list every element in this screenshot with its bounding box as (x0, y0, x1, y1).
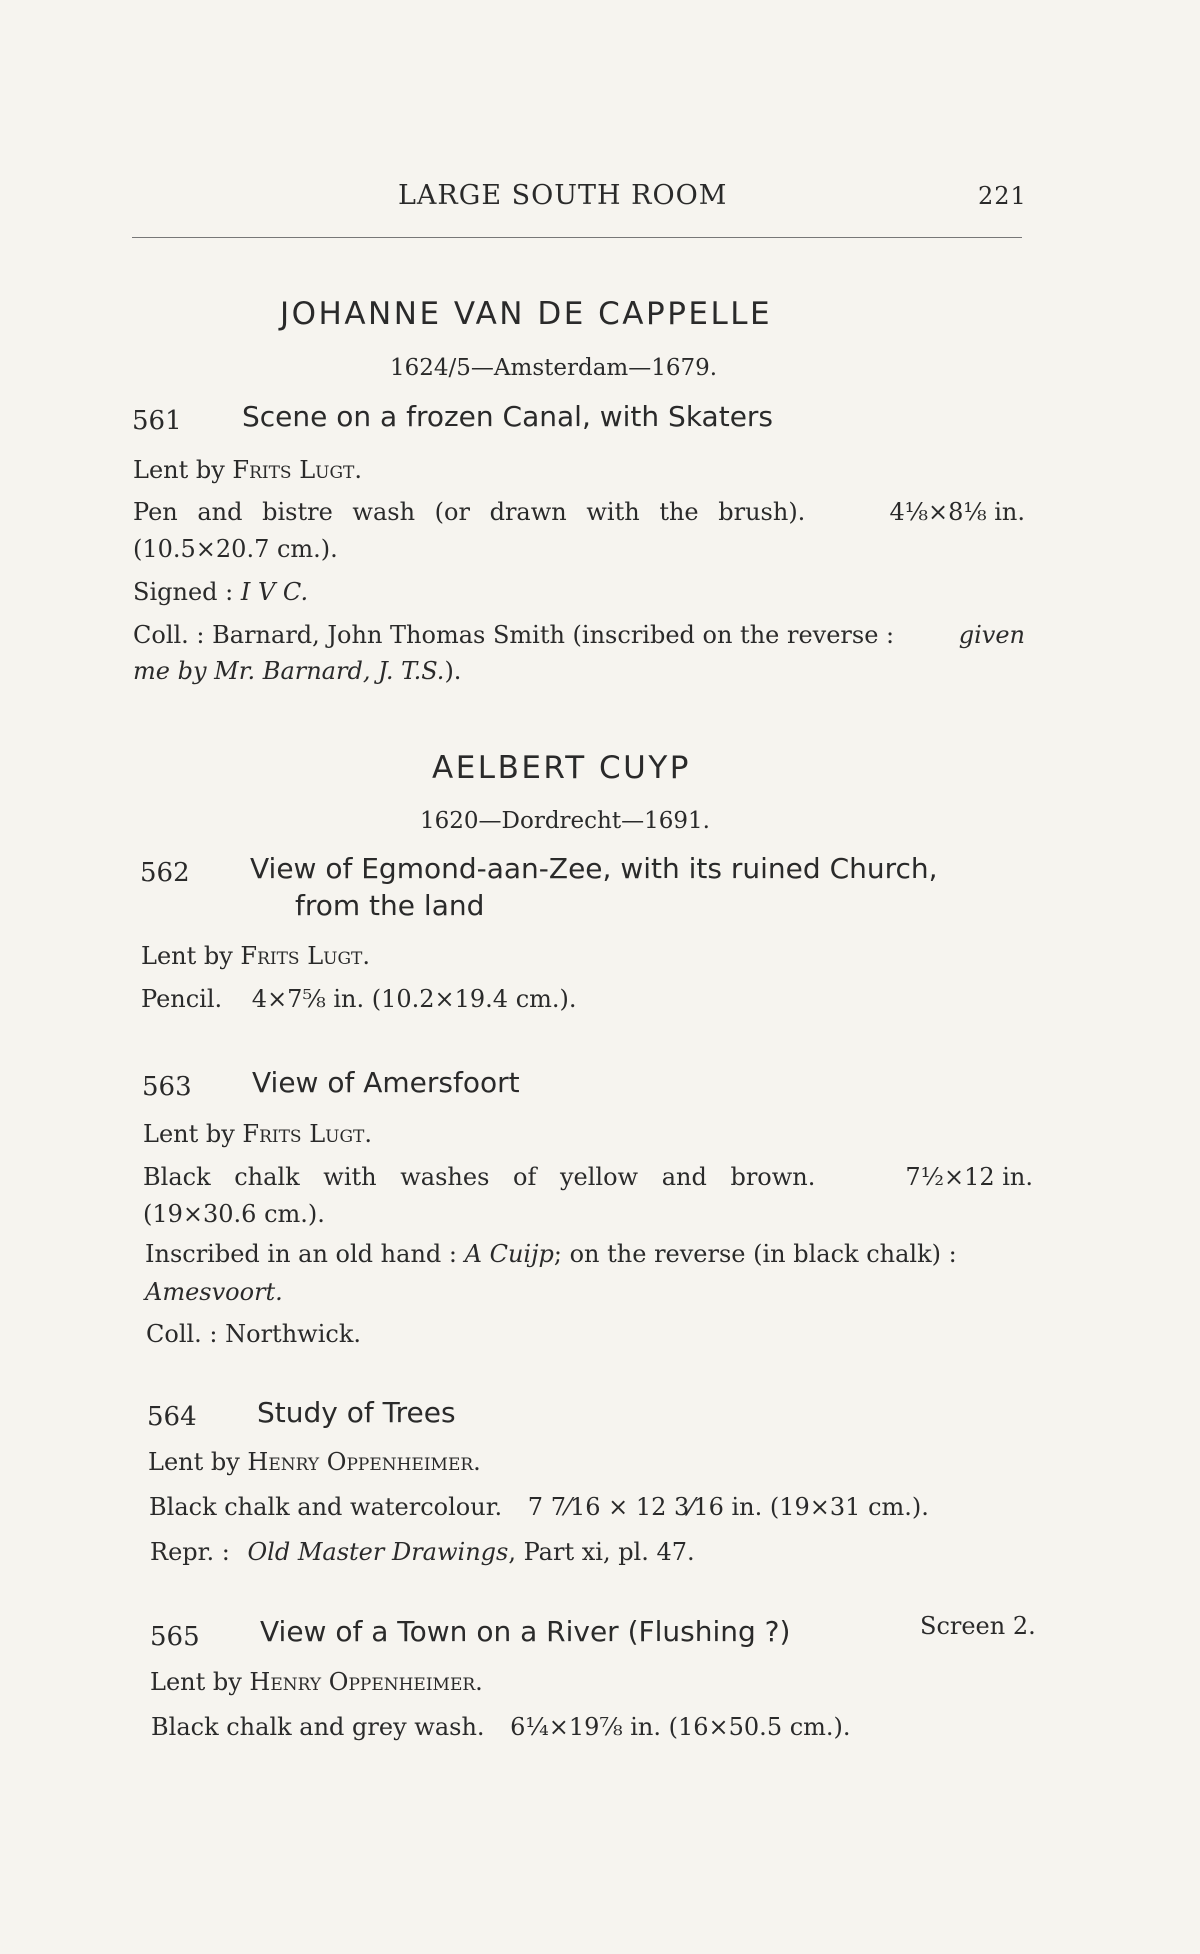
collection-line: Coll. : Northwick. (146, 1320, 361, 1348)
lender-name: Frits Lugt. (232, 456, 363, 484)
dimensions-metric: (19×30.6 cm.). (143, 1200, 325, 1228)
lent-prefix: Lent by (148, 1448, 248, 1476)
collection-line (133, 621, 1025, 649)
collection-end: ). (444, 657, 462, 685)
screen-location: Screen 2. (920, 1612, 1036, 1640)
inscription-line (145, 1240, 1035, 1268)
entry-title: View of a Town on a River (Flushing ?) (260, 1615, 791, 1648)
artist-name: AELBERT CUYP (432, 750, 691, 786)
dimensions: 4×7⅝ in. (10.2×19.4 cm.). (251, 985, 577, 1013)
entry-title-line-2: from the land (295, 889, 485, 922)
lender-name: Frits Lugt. (240, 942, 371, 970)
reproduction-line (150, 1538, 695, 1566)
dimensions: 7½×12 in. (905, 1163, 1033, 1191)
page-number: 221 (978, 182, 1027, 210)
repr-label: Repr. : (150, 1538, 230, 1566)
medium-text: Black chalk and grey wash. (151, 1713, 485, 1741)
inscription-label: Inscribed in an old hand : (145, 1240, 457, 1268)
entry-number: 562 (140, 858, 190, 888)
collection-italic: given (958, 621, 1025, 649)
collection-text: Coll. : Barnard, John Thomas Smith (inscribed on the reverse : (133, 621, 895, 649)
entry-title: Scene on a frozen Canal, with Skaters (242, 400, 774, 433)
dimensions: 7 7⁄16 × 12 3⁄16 in. (19×31 cm.). (527, 1493, 929, 1521)
lent-prefix: Lent by (150, 1668, 250, 1696)
inscription-reverse: Amesvoort. (145, 1278, 283, 1306)
signed-value: I V C. (240, 578, 309, 606)
inscription-italic: A Cuijp (464, 1240, 554, 1268)
entry-number: 561 (132, 406, 182, 436)
running-title: LARGE SOUTH ROOM (398, 180, 728, 211)
dimensions-metric: (10.5×20.7 cm.). (133, 535, 338, 563)
medium-line (141, 985, 577, 1013)
medium-text: Black chalk and watercolour. (149, 1493, 503, 1521)
medium-line (133, 498, 1025, 526)
dimensions: 4⅛×8⅛ in. (889, 498, 1025, 526)
lender-name: Frits Lugt. (242, 1120, 373, 1148)
header-rule (132, 237, 1022, 238)
dimensions: 6¼×19⅞ in. (16×50.5 cm.). (510, 1713, 851, 1741)
entry-number: 565 (150, 1622, 200, 1652)
entry-number: 564 (147, 1402, 197, 1432)
entry-number: 563 (142, 1072, 192, 1102)
lender-name: Henry Oppenheimer. (249, 1668, 483, 1696)
repr-rest: , Part xi, pl. 47. (508, 1538, 695, 1566)
entry-title: View of Amersfoort (252, 1066, 520, 1099)
medium-line (151, 1713, 851, 1741)
lent-by (143, 1120, 372, 1148)
medium-line (143, 1163, 1033, 1191)
medium-text: Pen and bistre wash (or drawn with the brush). (133, 498, 806, 526)
entry-title: View of Egmond-aan-Zee, with its ruined Church, (250, 852, 938, 885)
lent-prefix: Lent by (141, 942, 241, 970)
lender-name: Henry Oppenheimer. (247, 1448, 481, 1476)
lent-prefix: Lent by (133, 456, 233, 484)
lent-prefix: Lent by (143, 1120, 243, 1148)
artist-dates: 1620—Dordrecht—1691. (420, 808, 710, 834)
collection-line-2 (133, 657, 461, 685)
signed-label: Signed : (133, 578, 234, 606)
lent-by (150, 1668, 483, 1696)
lent-by (148, 1448, 481, 1476)
medium-line (149, 1493, 929, 1521)
medium-text: Black chalk with washes of yellow and brown. (143, 1163, 816, 1191)
lent-by (133, 456, 362, 484)
inscription-text (145, 1240, 957, 1268)
artist-dates: 1624/5—Amsterdam—1679. (390, 355, 718, 381)
entry-title: Study of Trees (257, 1396, 456, 1429)
lent-by (141, 942, 370, 970)
collection-italic-2: me by Mr. Barnard, J. T.S. (133, 657, 445, 685)
inscription-rest: ; on the reverse (in black chalk) : (553, 1240, 957, 1268)
medium-text: Pencil. (141, 985, 223, 1013)
signature-line (133, 578, 308, 606)
artist-name: JOHANNE VAN DE CAPPELLE (280, 296, 773, 332)
repr-title: Old Master Drawings (247, 1538, 509, 1566)
